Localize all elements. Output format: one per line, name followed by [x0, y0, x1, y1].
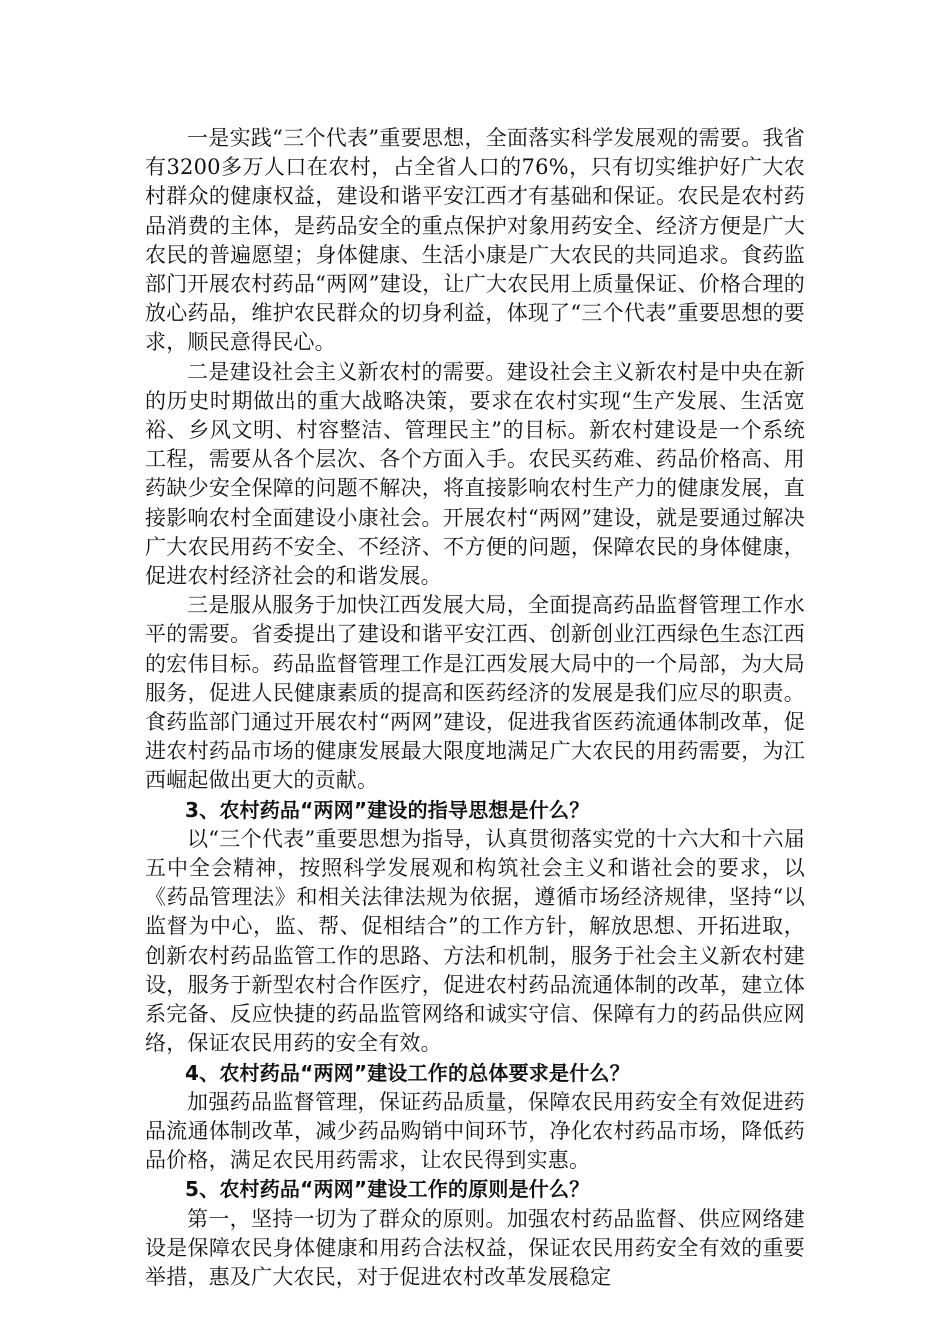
paragraph-practice-three-represents: 一是实践“三个代表”重要思想，全面落实科学发展观的需要。我省有3200多万人口在农村，占全省人口的76%，只有切实维护好广大农村群众的健康权益，建设和谐平安江西才有基础和保证。农民是农村药品消费的主体，是药品安全的重点保护对象用药安全、经济方便是广大农民的普遍愿望；身体健康、生活小康是广大农民的共同追求。食药监部门开展农村药品“两网”建设，让广大农民用上质量保证、价格合理的放心药品，维护农民群众的切身利益，体现了“三个代表”重要思想的要求，顺民意得民心。 — [145, 126, 805, 355]
heading-principles: 5、农村药品“两网”建设工作的原则是什么？ — [185, 1177, 590, 1202]
document-body — [145, 124, 805, 1292]
paragraph-principles: 第一，坚持一切为了群众的原则。加强农村药品监督、供应网络建设是保障农民身体健康和用药合法权益，保证农民用药安全有效的重要举措，惠及广大农民，对于促进农村改革发展稳定 — [145, 1206, 805, 1289]
paragraph-overall-requirements: 加强药品监督管理，保证药品质量，保障农民用药安全有效促进药品流通体制改革，减少药品购销中间环节，净化农村药品市场，降低药品价格，满足农民用药需求，让农民得到实惠。 — [145, 1089, 805, 1173]
heading-overall-requirements: 4、农村药品“两网”建设工作的总体要求是什么？ — [185, 1060, 630, 1085]
heading-guiding-ideology: 3、农村药品“两网”建设的指导思想是什么？ — [185, 797, 590, 822]
paragraph-jiangxi-development: 三是服从服务于加快江西发展大局，全面提高药品监督管理工作水平的需要。省委提出了建设和谐平安江西、创新创业江西绿色生态江西的宏伟目标。药品监督管理工作是江西发展大局中的一个局部，为大局服务，促进人民健康素质的提高和医药经济的发展是我们应尽的职责。食药监部门通过开展农村“两网”建设，促进我省医药流通体制改革，促进农村药品市场的健康发展最大限度地满足广大农民的用药需要，为江西崛起做出更大的贡献。 — [145, 593, 805, 793]
paragraph-new-countryside: 二是建设社会主义新农村的需要。建设社会主义新农村是中央在新的历史时期做出的重大战略决策，要求在农村实现“生产发展、生活宽裕、乡风文明、村容整洁、管理民主”的目标。新农村建设是一个系统工程，需要从各个层次、各个方面入手。农民买药难、药品价格高、用药缺少安全保障的问题不解决，将直接影响农村生产力的健康发展，直接影响农村全面建设小康社会。开展农村“两网”建设，就是要通过解决广大农民用药不安全、不经济、不方便的问题，保障农民的身体健康，促进农村经济社会的和谐发展。 — [145, 359, 805, 589]
paragraph-guiding-ideology: 以“三个代表”重要思想为指导，认真贯彻落实党的十六大和十六届五中全会精神，按照科学发展观和构筑社会主义和谐社会的要求，以《药品管理法》和相关法律法规为依据，遵循市场经济规律，坚持“以监督为中心，监、帮、促相结合”的工作方针，解放思想、开拓进取，创新农村药品监管工作的思路、方法和机制，服务于社会主义新农村建设，服务于新型农村合作医疗，促进农村药品流通体制的改革，建立体系完备、反应快捷的药品监管网络和诚实守信、保障有力的药品供应网络，保证农民用药的安全有效。 — [145, 826, 805, 1056]
